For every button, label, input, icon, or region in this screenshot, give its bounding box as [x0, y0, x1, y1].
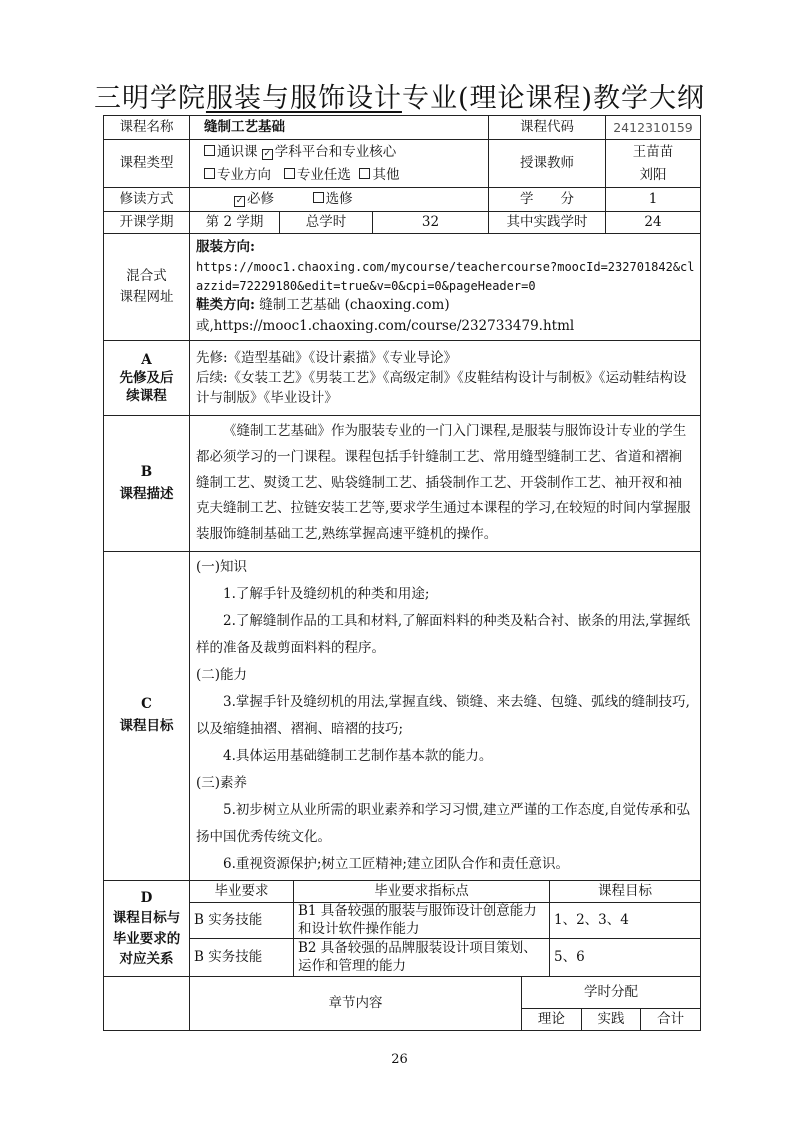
indicator-cell: B2 具备较强的品牌服装设计项目策划、运作和管理的能力 [294, 939, 550, 977]
section-b-label: B 课程描述 [104, 416, 190, 552]
teacher-2: 刘阳 [639, 166, 667, 183]
row-chapters-header [104, 977, 701, 1031]
empty-cell [104, 977, 190, 1031]
header-course-goals: 课程目标 [550, 881, 701, 903]
apparel-course-link[interactable]: https://mooc1.chaoxing.com/mycourse/teachercourse?moocId=232701842&clazzid=72229180&edit=true&v=0&cpi=0&pageHeader=0 [196, 259, 695, 293]
row-section-b [104, 416, 701, 552]
row-course-name [104, 116, 701, 140]
checkbox-icon [284, 168, 295, 179]
hybrid-content [190, 234, 701, 341]
requirement-cell: B 实务技能 [190, 939, 294, 977]
indicator-cell: B1 具备较强的服装与服饰设计创意能力和设计软件操作能力 [294, 903, 550, 939]
goal-item: 3.掌握手针及缝纫机的用法,掌握直线、锁缝、来去缝、包缝、弧线的缝制技巧,以及缩缝抽褶、褶裥、暗褶的技巧; [196, 694, 690, 737]
goal-item: 1.了解手针及缝纫机的种类和用途; [223, 586, 430, 602]
hours-allocation [522, 977, 701, 1031]
checkbox-checked-icon: ✓ [263, 148, 272, 159]
section-b-content [190, 416, 701, 552]
table-row [104, 903, 701, 939]
header-graduation-requirement: 毕业要求 [190, 881, 294, 903]
row-hybrid [104, 234, 701, 341]
goal-heading-literacy: (三)素养 [196, 775, 248, 791]
table-row [104, 939, 701, 977]
row-section-d-header [104, 881, 701, 903]
type-option-general[interactable]: 通识课 [204, 144, 258, 160]
shoe-course-link[interactable]: 缝制工艺基础 (chaoxing.com) [259, 297, 450, 314]
course-code-label: 课程代码 [489, 116, 606, 140]
term-value: 第 2 学期 [190, 212, 280, 234]
teacher-label: 授课教师 [489, 140, 606, 188]
study-mode-options [190, 188, 489, 212]
hours-allocation-label: 学时分配 [522, 977, 700, 1008]
subsequent-courses: 后续:《女装工艺》《男装工艺》《高级定制》《皮鞋结构设计与制板》《运动鞋结构设计与制版》《毕业设计》 [196, 369, 687, 407]
credit-label: 学 分 [489, 188, 606, 212]
goal-item: 4.具体运用基础缝制工艺制作基本款的能力。 [223, 748, 493, 764]
checkbox-icon [313, 192, 324, 203]
prerequisite-courses: 先修:《造型基础》《设计素描》《专业导论》 [196, 349, 458, 366]
type-option-direction[interactable]: 专业方向 [204, 167, 271, 183]
goal-item: 2.了解缝制作品的工具和材料,了解面料料的种类及粘合衬、嵌条的用法,掌握纸样的准备及裁剪面料料的程序。 [196, 613, 690, 656]
mode-option-elective[interactable]: 选修 [313, 191, 353, 207]
study-mode-label: 修读方式 [104, 188, 190, 212]
mode-option-required[interactable]: ✓ 必修 [235, 191, 274, 208]
section-d-label: D 课程目标与 毕业要求的 对应关系 [104, 881, 190, 977]
goal-item: 6.重视资源保护;树立工匠精神;建立团队合作和责任意识。 [223, 856, 569, 872]
goal-heading-knowledge: (一)知识 [196, 559, 248, 575]
goals-cell: 1、2、3、4 [550, 903, 701, 939]
checkbox-checked-icon: ✓ [235, 196, 244, 207]
goals-cell: 5、6 [550, 939, 701, 977]
teachers [606, 140, 701, 188]
row-term [104, 212, 701, 234]
course-name: 缝制工艺基础 [190, 116, 489, 140]
practice-hours-value: 24 [606, 212, 701, 234]
section-a-content [190, 341, 701, 416]
checkbox-icon [204, 168, 215, 179]
total-hours-value: 32 [373, 212, 489, 234]
term-label: 开课学期 [104, 212, 190, 234]
row-study-mode [104, 188, 701, 212]
hybrid-label: 混合式 课程网址 [104, 234, 190, 341]
row-section-a [104, 341, 701, 416]
requirement-cell: B 实务技能 [190, 903, 294, 939]
course-description: 《缝制工艺基础》作为服装专业的一门入门课程,是服装与服饰设计专业的学生都必须学习的一门课程。课程包括手针缝制工艺、常用缝型缝制工艺、省道和褶裥缝制工艺、熨烫工艺、贴袋缝制工艺、插袋制作工艺、开袋制作工艺、袖开衩和袖克夫缝制工艺、拉链安装工艺等,要求学生通过本课程的学习,在较短的时间内掌握服装服饰缝制基础工艺,熟练掌握高速平缝机的操作。 [196, 422, 691, 543]
shoe-direction-title: 鞋类方向: [196, 297, 255, 314]
row-course-type [104, 140, 701, 188]
apparel-direction-title: 服装方向: [196, 239, 255, 256]
theory-label: 理论 [522, 1008, 581, 1030]
checkbox-icon [204, 145, 215, 156]
teacher-1: 王苗苗 [632, 143, 674, 160]
page-number: 26 [391, 1052, 408, 1067]
row-section-c [104, 552, 701, 881]
section-c-label: C 课程目标 [104, 552, 190, 881]
goal-item: 5.初步树立从业所需的职业素养和学习习惯,建立严谨的工作态度,自觉传承和弘扬中国优秀传统文化。 [196, 802, 690, 845]
total-label: 合计 [641, 1008, 700, 1030]
credit-value: 1 [606, 188, 701, 212]
header-indicator: 毕业要求指标点 [294, 881, 550, 903]
goal-heading-ability: (二)能力 [196, 667, 248, 683]
checkbox-icon [359, 168, 370, 179]
section-c-content [190, 552, 701, 881]
practice-label: 实践 [581, 1008, 640, 1030]
total-hours-label: 总学时 [280, 212, 373, 234]
syllabus-table [103, 115, 701, 1031]
section-a-label: A 先修及后 续课程 [104, 341, 190, 416]
type-option-core[interactable]: ✓ 学科平台和专业核心 [263, 143, 397, 160]
type-option-elective[interactable]: 专业任选 [284, 167, 351, 183]
page-title: 三明学院服装与服饰设计专业(理论课程)教学大纲 [93, 83, 706, 114]
course-type-options [190, 140, 489, 188]
course-code: 2412310159 [606, 116, 701, 140]
course-name-label: 课程名称 [104, 116, 190, 140]
alternate-course-link[interactable]: 或,https://mooc1.chaoxing.com/course/232733479.html [196, 318, 575, 335]
course-type-label: 课程类型 [104, 140, 190, 188]
chapter-content-label: 章节内容 [190, 977, 522, 1031]
practice-hours-label: 其中实践学时 [489, 212, 606, 234]
type-option-other[interactable]: 其他 [359, 167, 399, 183]
